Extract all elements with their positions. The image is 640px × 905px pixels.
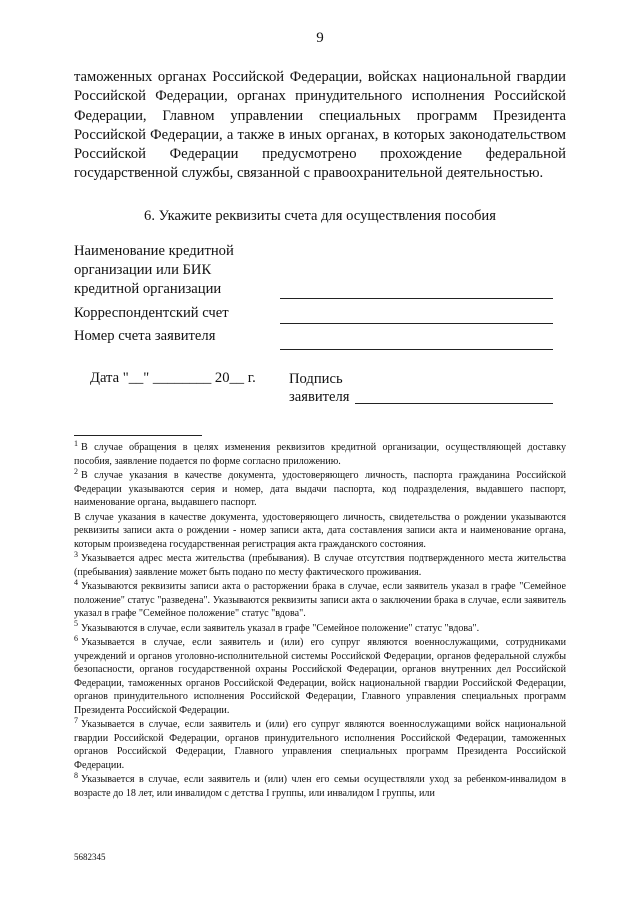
bank-name-label-line-2: организации или БИК <box>74 262 212 278</box>
footnote-text: Указывается адрес места жительства (пребывания). В случае отсутствия подтвержденного места жительства (пребывания) заявление может быть подано по месту фактического проживания. <box>74 553 566 578</box>
footnotes <box>74 438 566 801</box>
bank-name-label-line-3: кредитной организации <box>74 281 222 297</box>
footnote-text: Указывается в случае, если заявитель и (или) его супруг являются военнослужащими войск национальной гвардии Российской Федерации, органов принудительного исполнения Российской Федерации, таможенных органов Российской Федерации, Главного управления специальных программ Президента Российской Федерации. <box>74 719 566 771</box>
corr-account-label: Корреспондентский счет <box>74 305 229 321</box>
document-code: 5682345 <box>74 852 106 862</box>
signature-field[interactable] <box>355 403 553 404</box>
footnote-text: В случае указания в качестве документа, удостоверяющего личность, паспорта гражданина Российской Федерации указываются серия и номер, дата выдачи паспорта, код подразделения, выдавшего паспорт, наименование органа, выдавшего паспорт. <box>74 470 566 508</box>
footnote-separator <box>74 435 202 436</box>
applicant-account-label: Номер счета заявителя <box>74 328 216 344</box>
footnote-mark: 4 <box>74 577 78 587</box>
footnote-mark: 3 <box>74 549 78 559</box>
signature-label <box>289 370 350 406</box>
footnote-text: Указывается в случае, если заявитель и (или) его супруг являются военнослужащими, сотрудниками учреждений и органов уголовно-исполнительной системы Российской Федерации, органов федеральной службы безопасности, органов государственной охраны Российской Федерации, органов внутренних дел Российской Федерации, таможенных органов Российской Федерации, войск национальной гвардии Российской Федерации, органов принудительного исполнения Российской Федерации, Главного управления специальных программ Президента Российской Федерации. <box>74 637 566 716</box>
signature-label-line-1: Подпись <box>289 371 343 387</box>
footnote-3 <box>74 549 566 579</box>
footnote-mark: 7 <box>74 715 78 725</box>
signature-label-line-2: заявителя <box>289 389 350 405</box>
page-number: 9 <box>316 30 324 46</box>
footnote-2-continued <box>74 511 566 552</box>
date-line[interactable]: Дата "__" ________ 20__ г. <box>90 370 256 386</box>
footnote-mark: 1 <box>74 438 78 448</box>
footnote-2 <box>74 466 566 510</box>
footnote-text: Указываются в случае, если заявитель указал в графе "Семейное положение" статус "вдова". <box>81 622 480 634</box>
footnote-6 <box>74 633 566 717</box>
footnote-mark: 6 <box>74 633 78 643</box>
footnote-mark: 2 <box>74 466 78 476</box>
footnote-8 <box>74 770 566 800</box>
footnote-text: Указывается в случае, если заявитель и (или) член его семьи осуществляли уход за ребенком-инвалидом в возрасте до 18 лет, или инвалидом с детства I группы, или инвалидом I группы, или <box>74 774 566 799</box>
footnote-7 <box>74 715 566 772</box>
corr-account-field[interactable] <box>280 323 553 324</box>
section-title: 6. Укажите реквизиты счета для осуществления пособия <box>144 208 496 224</box>
footnote-4 <box>74 577 566 621</box>
footnote-mark: 8 <box>74 770 78 780</box>
footnote-text: В случае указания в качестве документа, удостоверяющего личность, свидетельства о рождении указываются реквизиты записи акта о рождении - номер записи акта, дата составления записи акта и наименование органа, которым произведена государственная регистрация акта гражданского состояния. <box>74 511 566 550</box>
footnote-5 <box>74 619 566 636</box>
footnote-text: В случае обращения в целях изменения реквизитов кредитной организации, осуществляющей доставку пособия, заявление подается по форме согласно приложению. <box>74 442 566 467</box>
footnote-mark: 5 <box>74 619 78 629</box>
footnote-1 <box>74 438 566 468</box>
main-paragraph: таможенных органах Российской Федерации, войсках национальной гвардии Российской Федерации, органах принудительного исполнения Российской Федерации, Главном управлении специальных программ Президента Российской Федерации, а также в иных органах, в которых законодательством Российской Федерации предусмотрено прохождение федеральной государственной службы, связанной с правоохранительной деятельностью. <box>74 69 566 182</box>
applicant-account-field[interactable] <box>280 349 553 350</box>
bank-name-field[interactable] <box>280 298 553 299</box>
bank-name-label-line-1: Наименование кредитной <box>74 243 234 259</box>
footnote-text: Указываются реквизиты записи акта о расторжении брака в случае, если заявитель указал в графе "Семейное положение" статус "разведена". Указываются реквизиты записи акта о заключении брака в случае, если заявитель указал в графе "Семейное положение" статус "вдова". <box>74 581 566 619</box>
